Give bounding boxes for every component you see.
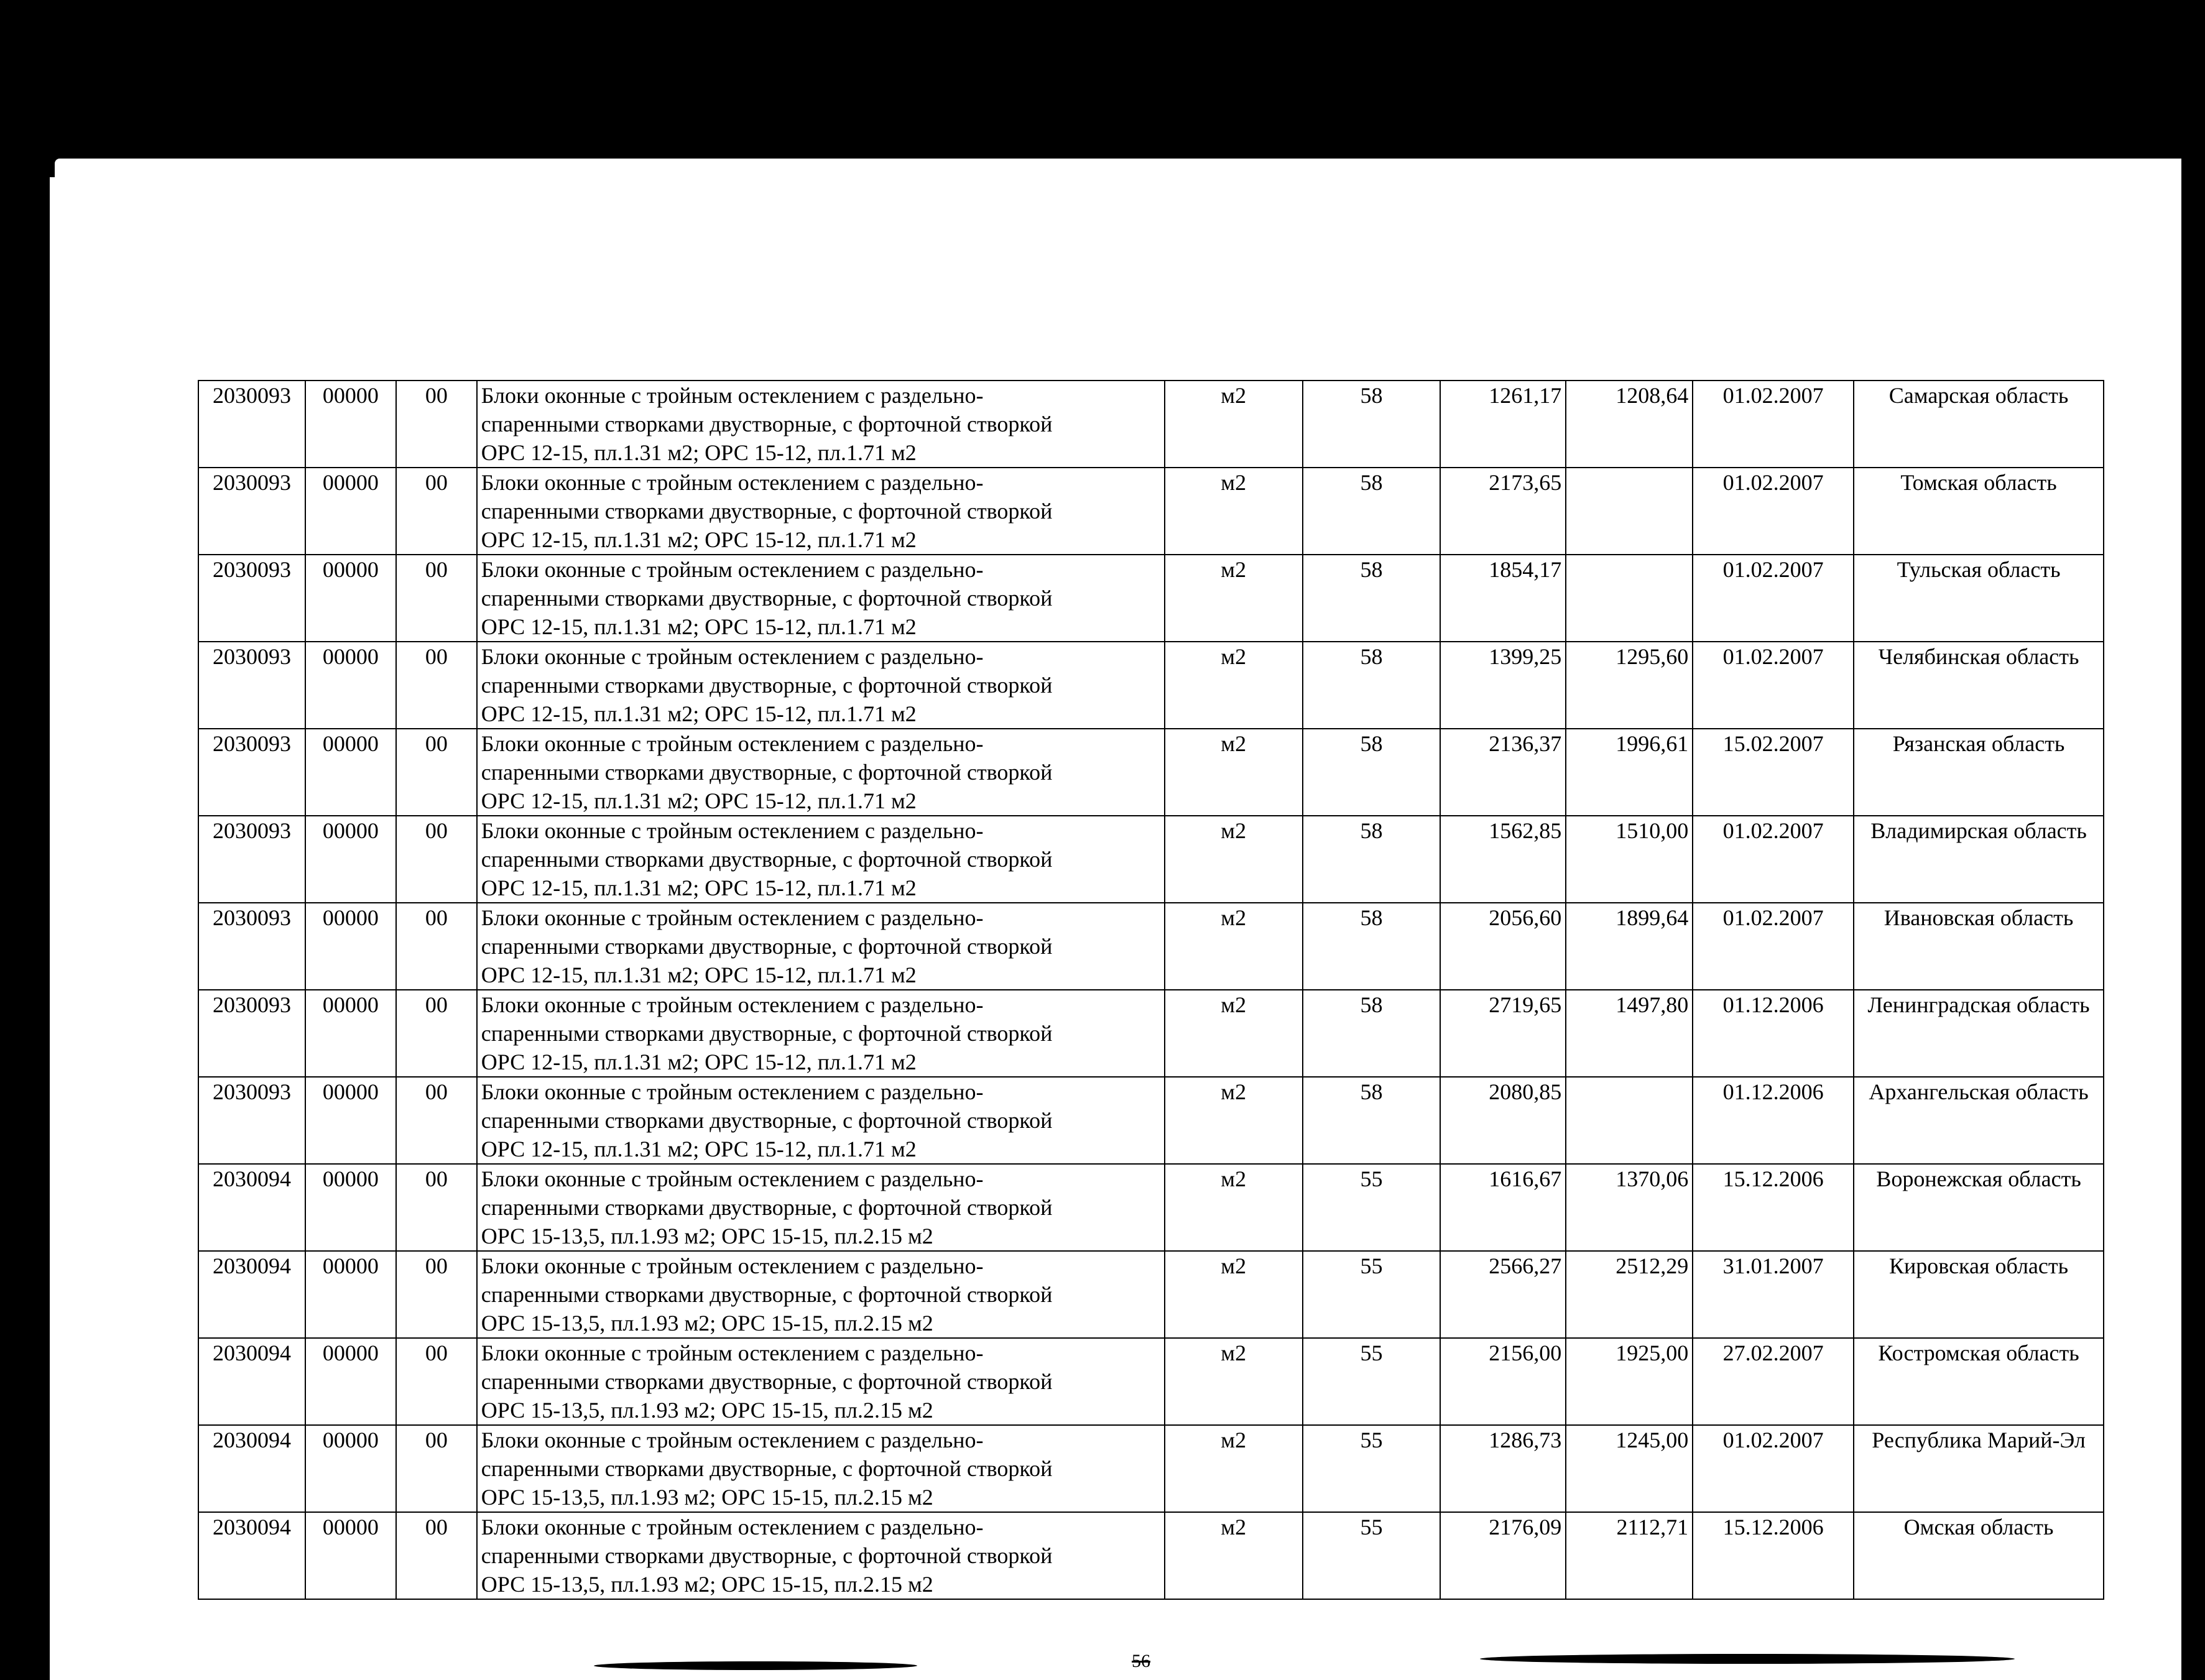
table-row: [198, 1338, 2104, 1425]
region-cell: Воронежская область: [1854, 1164, 2104, 1251]
subcode-cell: 00000: [305, 555, 396, 642]
unit-cell: м2: [1165, 642, 1303, 729]
quantity-cell: 55: [1303, 1425, 1441, 1512]
description-line: ОРС 15-13,5, пл.1.93 м2; ОРС 15-15, пл.2.15 м2: [481, 1224, 933, 1248]
price-cell: 2056,60: [1440, 903, 1566, 990]
date-cell: 01.02.2007: [1693, 816, 1854, 903]
unit-cell: м2: [1165, 1251, 1303, 1338]
price-cell: 1261,17: [1440, 381, 1566, 468]
date-cell: 15.12.2006: [1693, 1164, 1854, 1251]
date-cell: 27.02.2007: [1693, 1338, 1854, 1425]
subcode-cell: 00000: [305, 990, 396, 1077]
description-cell: [477, 555, 1165, 642]
description-line: Блоки оконные с тройным остеклением с раздельно-: [481, 992, 984, 1017]
region-cell: Ивановская область: [1854, 903, 2104, 990]
price-alt-cell: 2512,29: [1566, 1251, 1693, 1338]
description-line: спаренными створками двустворные, с форточной створкой: [481, 1108, 1053, 1133]
subcode-cell: 00000: [305, 903, 396, 990]
table-row: [198, 729, 2104, 816]
table-row: [198, 1425, 2104, 1512]
description-line: ОРС 12-15, пл.1.31 м2; ОРС 15-12, пл.1.71 м2: [481, 788, 917, 813]
scan-smudge: [592, 1661, 918, 1670]
description-cell: [477, 903, 1165, 990]
price-cell: 2156,00: [1440, 1338, 1566, 1425]
item-code-cell: 2030093: [198, 555, 305, 642]
description-cell: [477, 468, 1165, 555]
description-line: Блоки оконные с тройным остеклением с раздельно-: [481, 731, 984, 756]
description-line: ОРС 12-15, пл.1.31 м2; ОРС 15-12, пл.1.71 м2: [481, 1137, 917, 1161]
subcode-cell: 00000: [305, 642, 396, 729]
unit-cell: м2: [1165, 816, 1303, 903]
description-cell: [477, 990, 1165, 1077]
price-alt-cell: 1996,61: [1566, 729, 1693, 816]
table-row: [198, 990, 2104, 1077]
table-row: [198, 642, 2104, 729]
item-code-cell: 2030093: [198, 816, 305, 903]
item-code-cell: 2030093: [198, 381, 305, 468]
quantity-cell: 58: [1303, 642, 1441, 729]
unit-cell: м2: [1165, 468, 1303, 555]
price-cell: 1399,25: [1440, 642, 1566, 729]
subcode2-cell: 00: [396, 1425, 477, 1512]
quantity-cell: 55: [1303, 1512, 1441, 1599]
subcode-cell: 00000: [305, 381, 396, 468]
region-cell: Омская область: [1854, 1512, 2104, 1599]
table-row: [198, 381, 2104, 468]
subcode2-cell: 00: [396, 729, 477, 816]
price-alt-cell: [1566, 468, 1693, 555]
price-cell: 2719,65: [1440, 990, 1566, 1077]
table-row: [198, 1077, 2104, 1164]
subcode-cell: 00000: [305, 816, 396, 903]
subcode2-cell: 00: [396, 642, 477, 729]
date-cell: 01.02.2007: [1693, 555, 1854, 642]
item-code-cell: 2030094: [198, 1425, 305, 1512]
subcode-cell: 00000: [305, 1251, 396, 1338]
description-cell: [477, 642, 1165, 729]
price-alt-cell: 1370,06: [1566, 1164, 1693, 1251]
description-cell: [477, 816, 1165, 903]
price-alt-cell: 1899,64: [1566, 903, 1693, 990]
price-table-body: [198, 381, 2104, 1599]
description-cell: [477, 1251, 1165, 1338]
unit-cell: м2: [1165, 1425, 1303, 1512]
item-code-cell: 2030093: [198, 642, 305, 729]
quantity-cell: 58: [1303, 903, 1441, 990]
price-alt-cell: 1208,64: [1566, 381, 1693, 468]
price-cell: 1616,67: [1440, 1164, 1566, 1251]
date-cell: 01.02.2007: [1693, 381, 1854, 468]
description-line: спаренными створками двустворные, с форточной створкой: [481, 586, 1053, 611]
date-cell: 01.02.2007: [1693, 1425, 1854, 1512]
quantity-cell: 58: [1303, 381, 1441, 468]
price-cell: 2566,27: [1440, 1251, 1566, 1338]
description-line: ОРС 12-15, пл.1.31 м2; ОРС 15-12, пл.1.71 м2: [481, 614, 917, 639]
subcode-cell: 00000: [305, 729, 396, 816]
description-line: Блоки оконные с тройным остеклением с раздельно-: [481, 1515, 984, 1539]
item-code-cell: 2030093: [198, 903, 305, 990]
description-line: спаренными створками двустворные, с форточной створкой: [481, 1195, 1053, 1220]
description-cell: [477, 1077, 1165, 1164]
item-code-cell: 2030094: [198, 1512, 305, 1599]
item-code-cell: 2030094: [198, 1164, 305, 1251]
region-cell: Республика Марий-Эл: [1854, 1425, 2104, 1512]
price-cell: 1286,73: [1440, 1425, 1566, 1512]
subcode2-cell: 00: [396, 816, 477, 903]
description-line: Блоки оконные с тройным остеклением с раздельно-: [481, 818, 984, 843]
description-line: спаренными створками двустворные, с форточной створкой: [481, 412, 1053, 436]
price-cell: 1854,17: [1440, 555, 1566, 642]
region-cell: Ленинградская область: [1854, 990, 2104, 1077]
price-cell: 2176,09: [1440, 1512, 1566, 1599]
subcode2-cell: 00: [396, 1338, 477, 1425]
region-cell: Тульская область: [1854, 555, 2104, 642]
price-alt-cell: 1925,00: [1566, 1338, 1693, 1425]
region-cell: Челябинская область: [1854, 642, 2104, 729]
page-edge: [50, 177, 62, 1680]
region-cell: Архангельская область: [1854, 1077, 2104, 1164]
description-line: Блоки оконные с тройным остеклением с раздельно-: [481, 905, 984, 930]
description-line: Блоки оконные с тройным остеклением с раздельно-: [481, 470, 984, 495]
description-cell: [477, 1425, 1165, 1512]
price-cell: 1562,85: [1440, 816, 1566, 903]
description-cell: [477, 1338, 1165, 1425]
unit-cell: м2: [1165, 1512, 1303, 1599]
quantity-cell: 58: [1303, 1077, 1441, 1164]
subcode2-cell: 00: [396, 1164, 477, 1251]
scan-border-right: [2181, 137, 2205, 1680]
description-line: Блоки оконные с тройным остеклением с раздельно-: [481, 557, 984, 582]
price-alt-cell: 1295,60: [1566, 642, 1693, 729]
unit-cell: м2: [1165, 903, 1303, 990]
subcode-cell: 00000: [305, 1338, 396, 1425]
date-cell: 15.12.2006: [1693, 1512, 1854, 1599]
unit-cell: м2: [1165, 1338, 1303, 1425]
quantity-cell: 58: [1303, 816, 1441, 903]
item-code-cell: 2030093: [198, 729, 305, 816]
description-cell: [477, 1164, 1165, 1251]
subcode2-cell: 00: [396, 1077, 477, 1164]
price-cell: 2173,65: [1440, 468, 1566, 555]
table-row: [198, 816, 2104, 903]
subcode2-cell: 00: [396, 990, 477, 1077]
description-line: ОРС 12-15, пл.1.31 м2; ОРС 15-12, пл.1.71 м2: [481, 440, 917, 465]
unit-cell: м2: [1165, 729, 1303, 816]
description-line: спаренными створками двустворные, с форточной створкой: [481, 847, 1053, 872]
description-line: спаренными створками двустворные, с форточной створкой: [481, 499, 1053, 524]
description-cell: [477, 1512, 1165, 1599]
description-cell: [477, 729, 1165, 816]
subcode2-cell: 00: [396, 381, 477, 468]
table-row: [198, 903, 2104, 990]
item-code-cell: 2030094: [198, 1251, 305, 1338]
description-line: ОРС 15-13,5, пл.1.93 м2; ОРС 15-15, пл.2.15 м2: [481, 1485, 933, 1510]
subcode-cell: 00000: [305, 468, 396, 555]
description-line: Блоки оконные с тройным остеклением с раздельно-: [481, 383, 984, 408]
date-cell: 01.02.2007: [1693, 642, 1854, 729]
description-line: ОРС 15-13,5, пл.1.93 м2; ОРС 15-15, пл.2.15 м2: [481, 1572, 933, 1597]
price-cell: 2136,37: [1440, 729, 1566, 816]
description-line: Блоки оконные с тройным остеклением с раздельно-: [481, 1079, 984, 1104]
unit-cell: м2: [1165, 990, 1303, 1077]
item-code-cell: 2030093: [198, 468, 305, 555]
table-row: [198, 468, 2104, 555]
description-line: Блоки оконные с тройным остеклением с раздельно-: [481, 644, 984, 669]
date-cell: 01.12.2006: [1693, 1077, 1854, 1164]
subcode2-cell: 00: [396, 1251, 477, 1338]
description-line: Блоки оконные с тройным остеклением с раздельно-: [481, 1341, 984, 1365]
subcode2-cell: 00: [396, 903, 477, 990]
description-line: ОРС 12-15, пл.1.31 м2; ОРС 15-12, пл.1.71 м2: [481, 527, 917, 552]
subcode2-cell: 00: [396, 555, 477, 642]
quantity-cell: 58: [1303, 468, 1441, 555]
table-row: [198, 555, 2104, 642]
item-code-cell: 2030094: [198, 1338, 305, 1425]
price-alt-cell: [1566, 1077, 1693, 1164]
description-line: спаренными створками двустворные, с форточной створкой: [481, 1456, 1053, 1481]
quantity-cell: 55: [1303, 1164, 1441, 1251]
price-alt-cell: [1566, 555, 1693, 642]
price-alt-cell: 1245,00: [1566, 1425, 1693, 1512]
table-row: [198, 1164, 2104, 1251]
quantity-cell: 58: [1303, 555, 1441, 642]
description-line: ОРС 12-15, пл.1.31 м2; ОРС 15-12, пл.1.71 м2: [481, 701, 917, 726]
description-line: ОРС 12-15, пл.1.31 м2; ОРС 15-12, пл.1.71 м2: [481, 875, 917, 900]
page-number: 56: [1132, 1651, 1150, 1671]
description-line: ОРС 12-15, пл.1.31 м2; ОРС 15-12, пл.1.71 м2: [481, 962, 917, 987]
quantity-cell: 58: [1303, 729, 1441, 816]
region-cell: Рязанская область: [1854, 729, 2104, 816]
item-code-cell: 2030093: [198, 1077, 305, 1164]
description-line: Блоки оконные с тройным остеклением с раздельно-: [481, 1166, 984, 1191]
table-row: [198, 1251, 2104, 1338]
region-cell: Костромская область: [1854, 1338, 2104, 1425]
description-line: ОРС 15-13,5, пл.1.93 м2; ОРС 15-15, пл.2.15 м2: [481, 1311, 933, 1336]
price-table: [198, 380, 2104, 1600]
description-line: спаренными створками двустворные, с форточной створкой: [481, 1543, 1053, 1568]
price-cell: 2080,85: [1440, 1077, 1566, 1164]
description-line: ОРС 12-15, пл.1.31 м2; ОРС 15-12, пл.1.71 м2: [481, 1050, 917, 1074]
scan-smudge: [1480, 1654, 2015, 1664]
unit-cell: м2: [1165, 1077, 1303, 1164]
date-cell: 01.02.2007: [1693, 903, 1854, 990]
description-line: Блоки оконные с тройным остеклением с раздельно-: [481, 1428, 984, 1452]
quantity-cell: 55: [1303, 1251, 1441, 1338]
quantity-cell: 55: [1303, 1338, 1441, 1425]
unit-cell: м2: [1165, 555, 1303, 642]
description-line: спаренными створками двустворные, с форточной створкой: [481, 1021, 1053, 1046]
price-alt-cell: 2112,71: [1566, 1512, 1693, 1599]
description-cell: [477, 381, 1165, 468]
date-cell: 01.02.2007: [1693, 468, 1854, 555]
unit-cell: м2: [1165, 1164, 1303, 1251]
description-line: ОРС 15-13,5, пл.1.93 м2; ОРС 15-15, пл.2.15 м2: [481, 1398, 933, 1423]
description-line: спаренными створками двустворные, с форточной створкой: [481, 1282, 1053, 1307]
table-row: [198, 1512, 2104, 1599]
subcode-cell: 00000: [305, 1425, 396, 1512]
date-cell: 31.01.2007: [1693, 1251, 1854, 1338]
subcode2-cell: 00: [396, 1512, 477, 1599]
subcode-cell: 00000: [305, 1512, 396, 1599]
description-line: спаренными створками двустворные, с форточной створкой: [481, 673, 1053, 698]
price-alt-cell: 1510,00: [1566, 816, 1693, 903]
description-line: спаренными створками двустворные, с форточной створкой: [481, 760, 1053, 785]
description-line: Блоки оконные с тройным остеклением с раздельно-: [481, 1253, 984, 1278]
region-cell: Владимирская область: [1854, 816, 2104, 903]
description-line: спаренными створками двустворные, с форточной створкой: [481, 934, 1053, 959]
date-cell: 01.12.2006: [1693, 990, 1854, 1077]
region-cell: Самарская область: [1854, 381, 2104, 468]
subcode-cell: 00000: [305, 1077, 396, 1164]
subcode2-cell: 00: [396, 468, 477, 555]
date-cell: 15.02.2007: [1693, 729, 1854, 816]
item-code-cell: 2030093: [198, 990, 305, 1077]
description-line: спаренными створками двустворные, с форточной створкой: [481, 1369, 1053, 1394]
region-cell: Кировская область: [1854, 1251, 2104, 1338]
unit-cell: м2: [1165, 381, 1303, 468]
region-cell: Томская область: [1854, 468, 2104, 555]
price-alt-cell: 1497,80: [1566, 990, 1693, 1077]
subcode-cell: 00000: [305, 1164, 396, 1251]
quantity-cell: 58: [1303, 990, 1441, 1077]
